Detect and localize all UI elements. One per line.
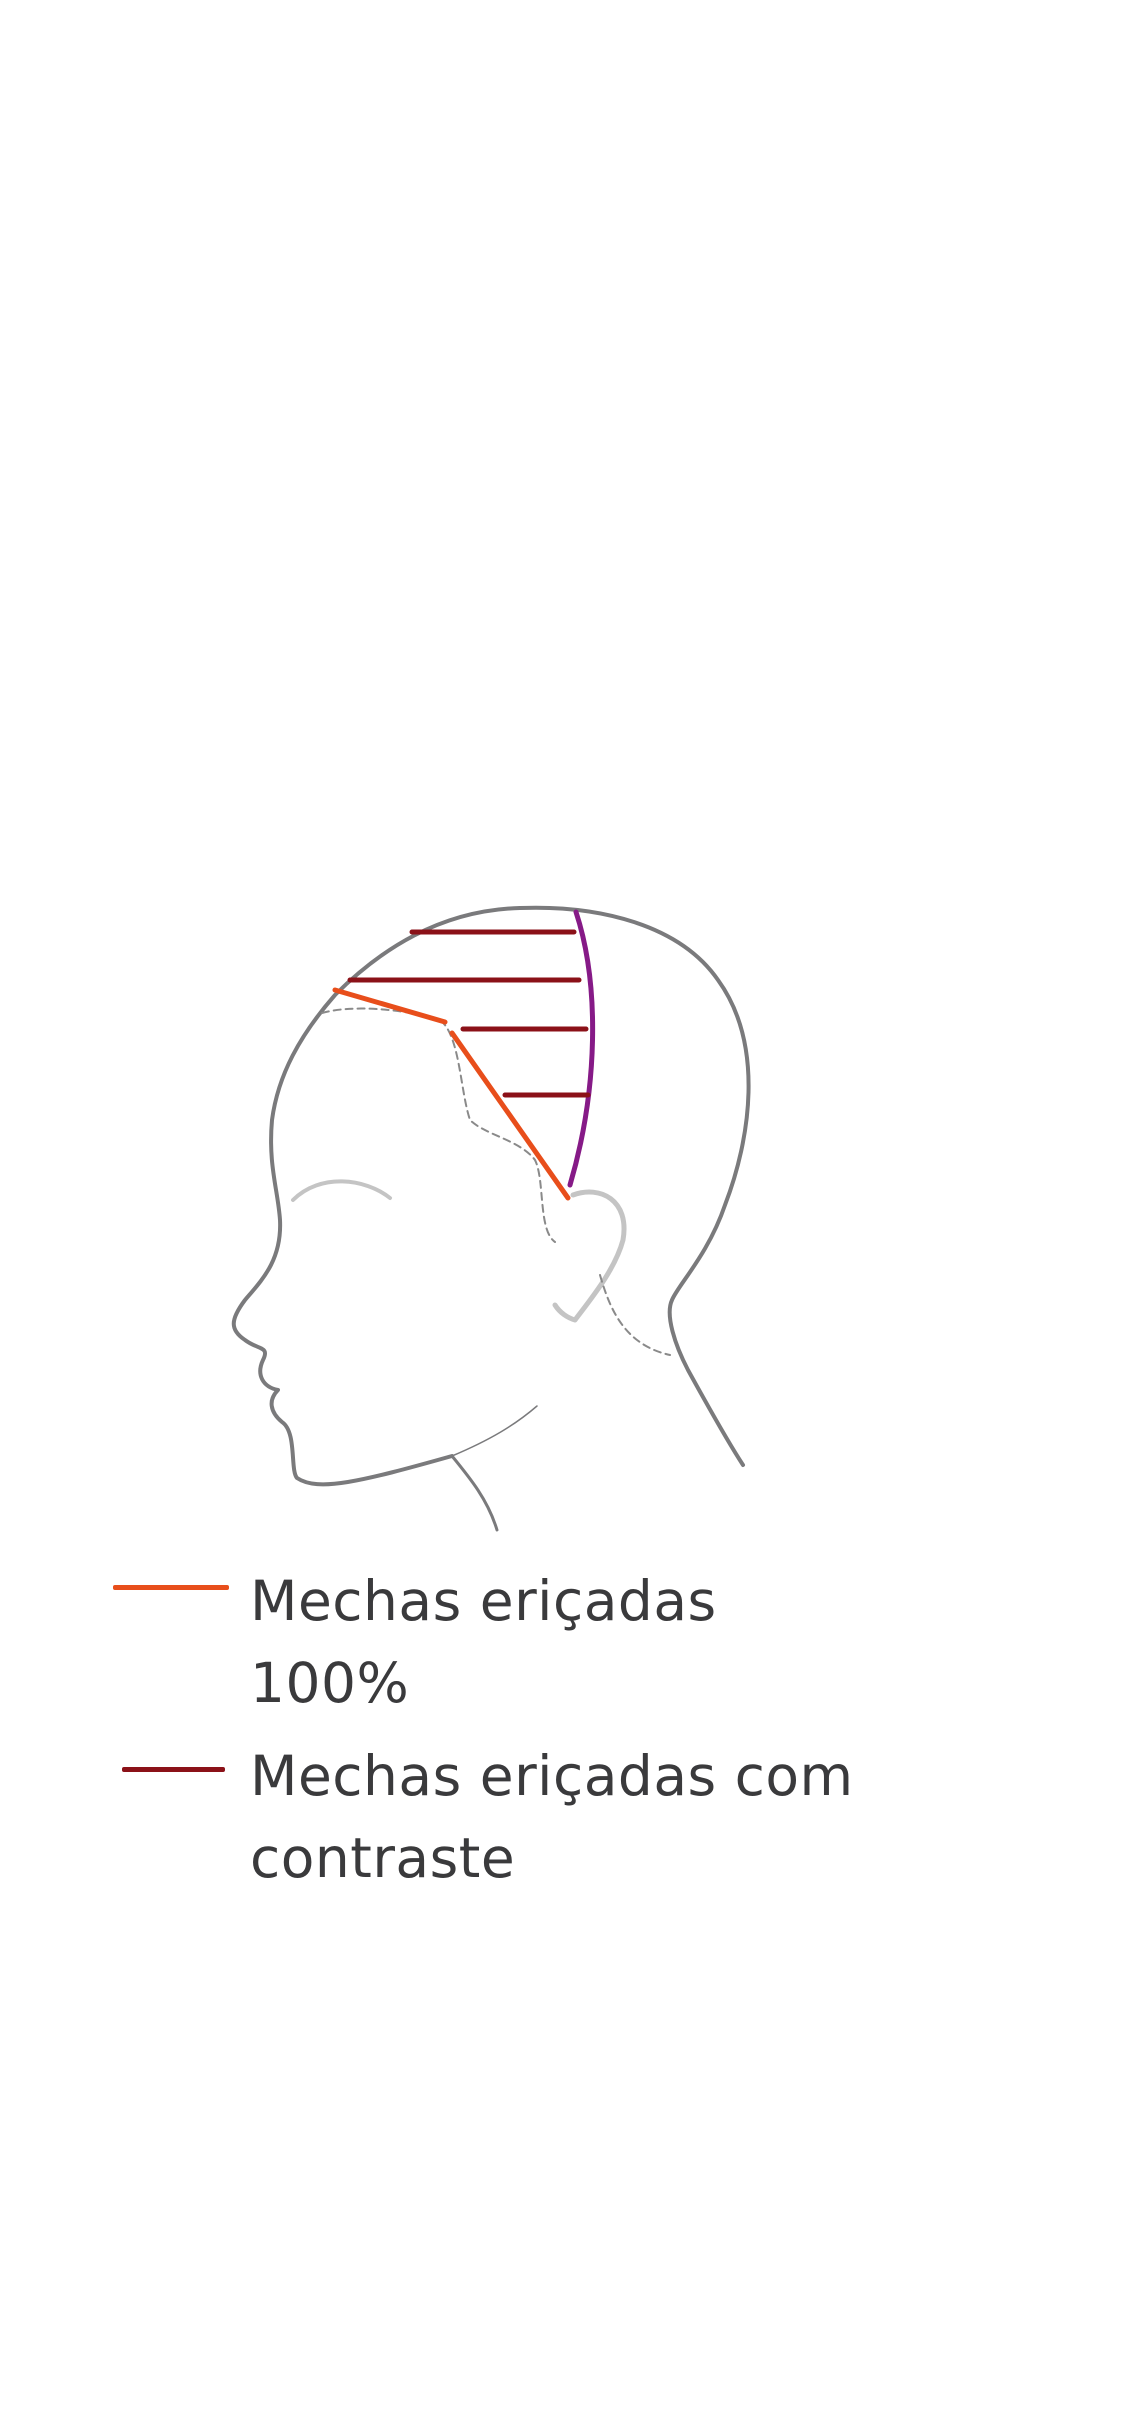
purple-parting-line	[570, 912, 593, 1185]
neck-front-outline	[452, 1456, 497, 1530]
head-outline	[234, 908, 520, 1484]
orange-line-top	[335, 990, 445, 1022]
eye-brow	[293, 1181, 390, 1200]
dark-red-line-swatch	[122, 1767, 225, 1772]
back-head-outline	[520, 908, 749, 1465]
legend-label: Mechas eriçadas 100%	[250, 1569, 717, 1715]
legend-label: Mechas eriçadas com contraste	[250, 1744, 854, 1890]
nape-hairline-dashed	[600, 1275, 670, 1355]
jaw-line	[452, 1406, 537, 1456]
hairline-dashed	[322, 1009, 555, 1242]
ear-outline	[555, 1192, 624, 1320]
orange-line-swatch	[113, 1585, 229, 1590]
